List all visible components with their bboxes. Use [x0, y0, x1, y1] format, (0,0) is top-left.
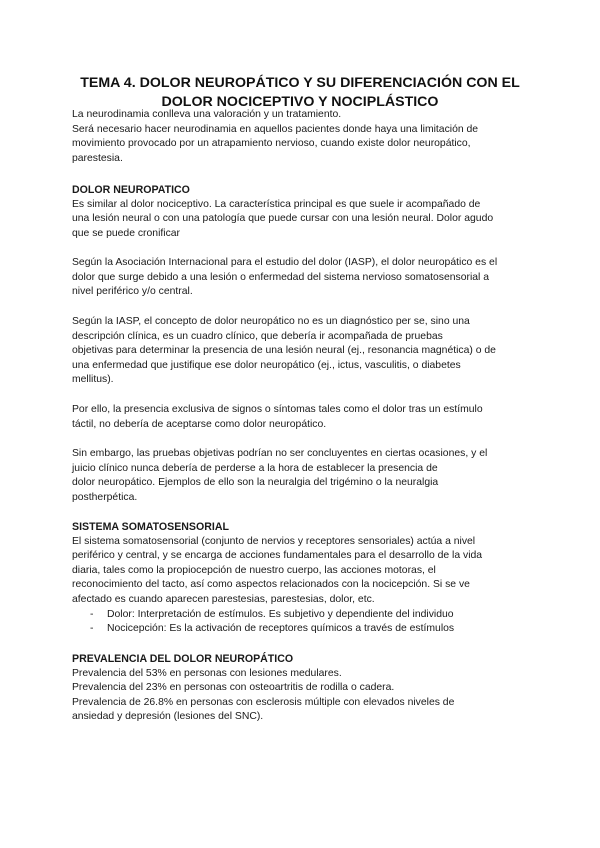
text-line: descripción clínica, es un cuadro clínico, que debería ir acompañada de pruebas: [72, 330, 443, 342]
text-line: periférico y central, y se encarga de acciones fundamentales para el desarrollo de la vida: [72, 550, 483, 562]
text-line: afectado es cuando aparecen parestesias, parestesias, dolor, etc.: [72, 593, 375, 605]
text-line: Prevalencia del 53% en personas con lesiones medulares.: [72, 667, 342, 679]
text-line: Será necesario hacer neurodinamia en aquellos pacientes donde haya una limitación de: [72, 123, 479, 135]
text-line: Prevalencia del 23% en personas con osteoartritis de rodilla o cadera.: [72, 682, 395, 694]
text-line: ansiedad y depresión (lesiones del SNC).: [72, 711, 264, 723]
text-line: Sin embargo, las pruebas objetivas podrían no ser concluyentes en ciertas ocasiones, y el: [72, 448, 488, 459]
paragraph-sin-embargo: [72, 447, 532, 505]
text-line: El sistema somatosensorial (conjunto de nervios y receptores sensoriales) actúa a nivel: [72, 535, 476, 547]
document-title: [60, 74, 540, 112]
paragraph-por-ello: [72, 403, 532, 432]
text-line: objetivas para determinar la presencia de una lesión neural (ej., resonancia magnética) o de: [72, 345, 496, 357]
text-line: nivel periférico y/o central.: [72, 286, 193, 298]
text-line: que se puede cronificar: [72, 227, 181, 239]
section-heading: DOLOR NEUROPATICO: [72, 184, 190, 196]
list-item: [72, 608, 532, 623]
paragraph-iasp-concept: [72, 315, 532, 388]
section-prevalencia: [72, 652, 532, 725]
text-line: dolor que surge debido a una lesión o enfermedad del sistema nervioso somatosensorial a: [72, 271, 490, 283]
text-line: Prevalencia de 26.8% en personas con esclerosis múltiple con elevados niveles de: [72, 696, 455, 708]
section-heading: SISTEMA SOMATOSENSORIAL: [72, 521, 229, 533]
text-line: La neurodinamia conlleva una valoración y un tratamiento.: [72, 109, 342, 120]
list-item-text: Nocicepción: Es la activación de receptores químicos a través de estímulos: [107, 623, 455, 635]
text-line: Según la IASP, el concepto de dolor neuropático no es un diagnóstico per se, sino una: [72, 316, 470, 327]
text-line: Es similar al dolor nociceptivo. La característica principal es que suele ir acompañado de: [72, 198, 481, 210]
title-line-1: TEMA 4. DOLOR NEUROPÁTICO Y SU DIFERENCIACIÓN CON EL: [80, 75, 520, 91]
bullet-marker: -: [90, 608, 94, 620]
section-heading: PREVALENCIA DEL DOLOR NEUROPÁTICO: [72, 653, 294, 665]
text-line: postherpética.: [72, 491, 138, 503]
text-line: parestesia.: [72, 152, 123, 164]
section-dolor-neuropatico: [72, 183, 532, 241]
bullet-marker: -: [90, 623, 94, 635]
text-line: Por ello, la presencia exclusiva de signos o síntomas tales como el dolor tras un estímulo: [72, 404, 483, 415]
paragraph-iasp-definition: [72, 256, 532, 300]
text-line: una enfermedad que justifique ese dolor neuropático (ej., ictus, vasculitis, o diabetes: [72, 359, 461, 371]
text-line: movimiento provocado por un atrapamiento nervioso, cuando existe dolor neuropático,: [72, 138, 471, 150]
list-item: [72, 622, 532, 637]
list-item-text: Dolor: Interpretación de estímulos. Es subjetivo y dependiente del individuo: [107, 608, 454, 620]
text-line: táctil, no debería de aceptarse como dolor neuropático.: [72, 418, 327, 430]
text-line: dolor neuropático. Ejemplos de ello son la neuralgia del trigémino o la neuralgia: [72, 477, 439, 489]
section-sistema-somatosensorial: [72, 520, 532, 637]
title-line-2: DOLOR NOCICEPTIVO Y NOCIPLÁSTICO: [161, 94, 439, 110]
text-line: reconocimiento del tacto, así como aspectos relacionados con la nocicepción. Si se ve: [72, 579, 470, 591]
text-line: juicio clínico nunca debería de perderse a la hora de establecer la presencia de: [72, 462, 438, 474]
text-line: mellitus).: [72, 374, 114, 386]
text-line: una lesión neural o con una patología que puede cursar con una lesión neural. Dolor agudo: [72, 213, 494, 225]
text-line: Según la Asociación Internacional para el estudio del dolor (IASP), el dolor neuropático es el: [72, 257, 498, 268]
bullet-list: [72, 608, 532, 637]
text-line: diaria, tales como la propiocepción de nuestro cuerpo, las acciones motoras, el: [72, 564, 436, 576]
intro-paragraph: [72, 108, 532, 166]
